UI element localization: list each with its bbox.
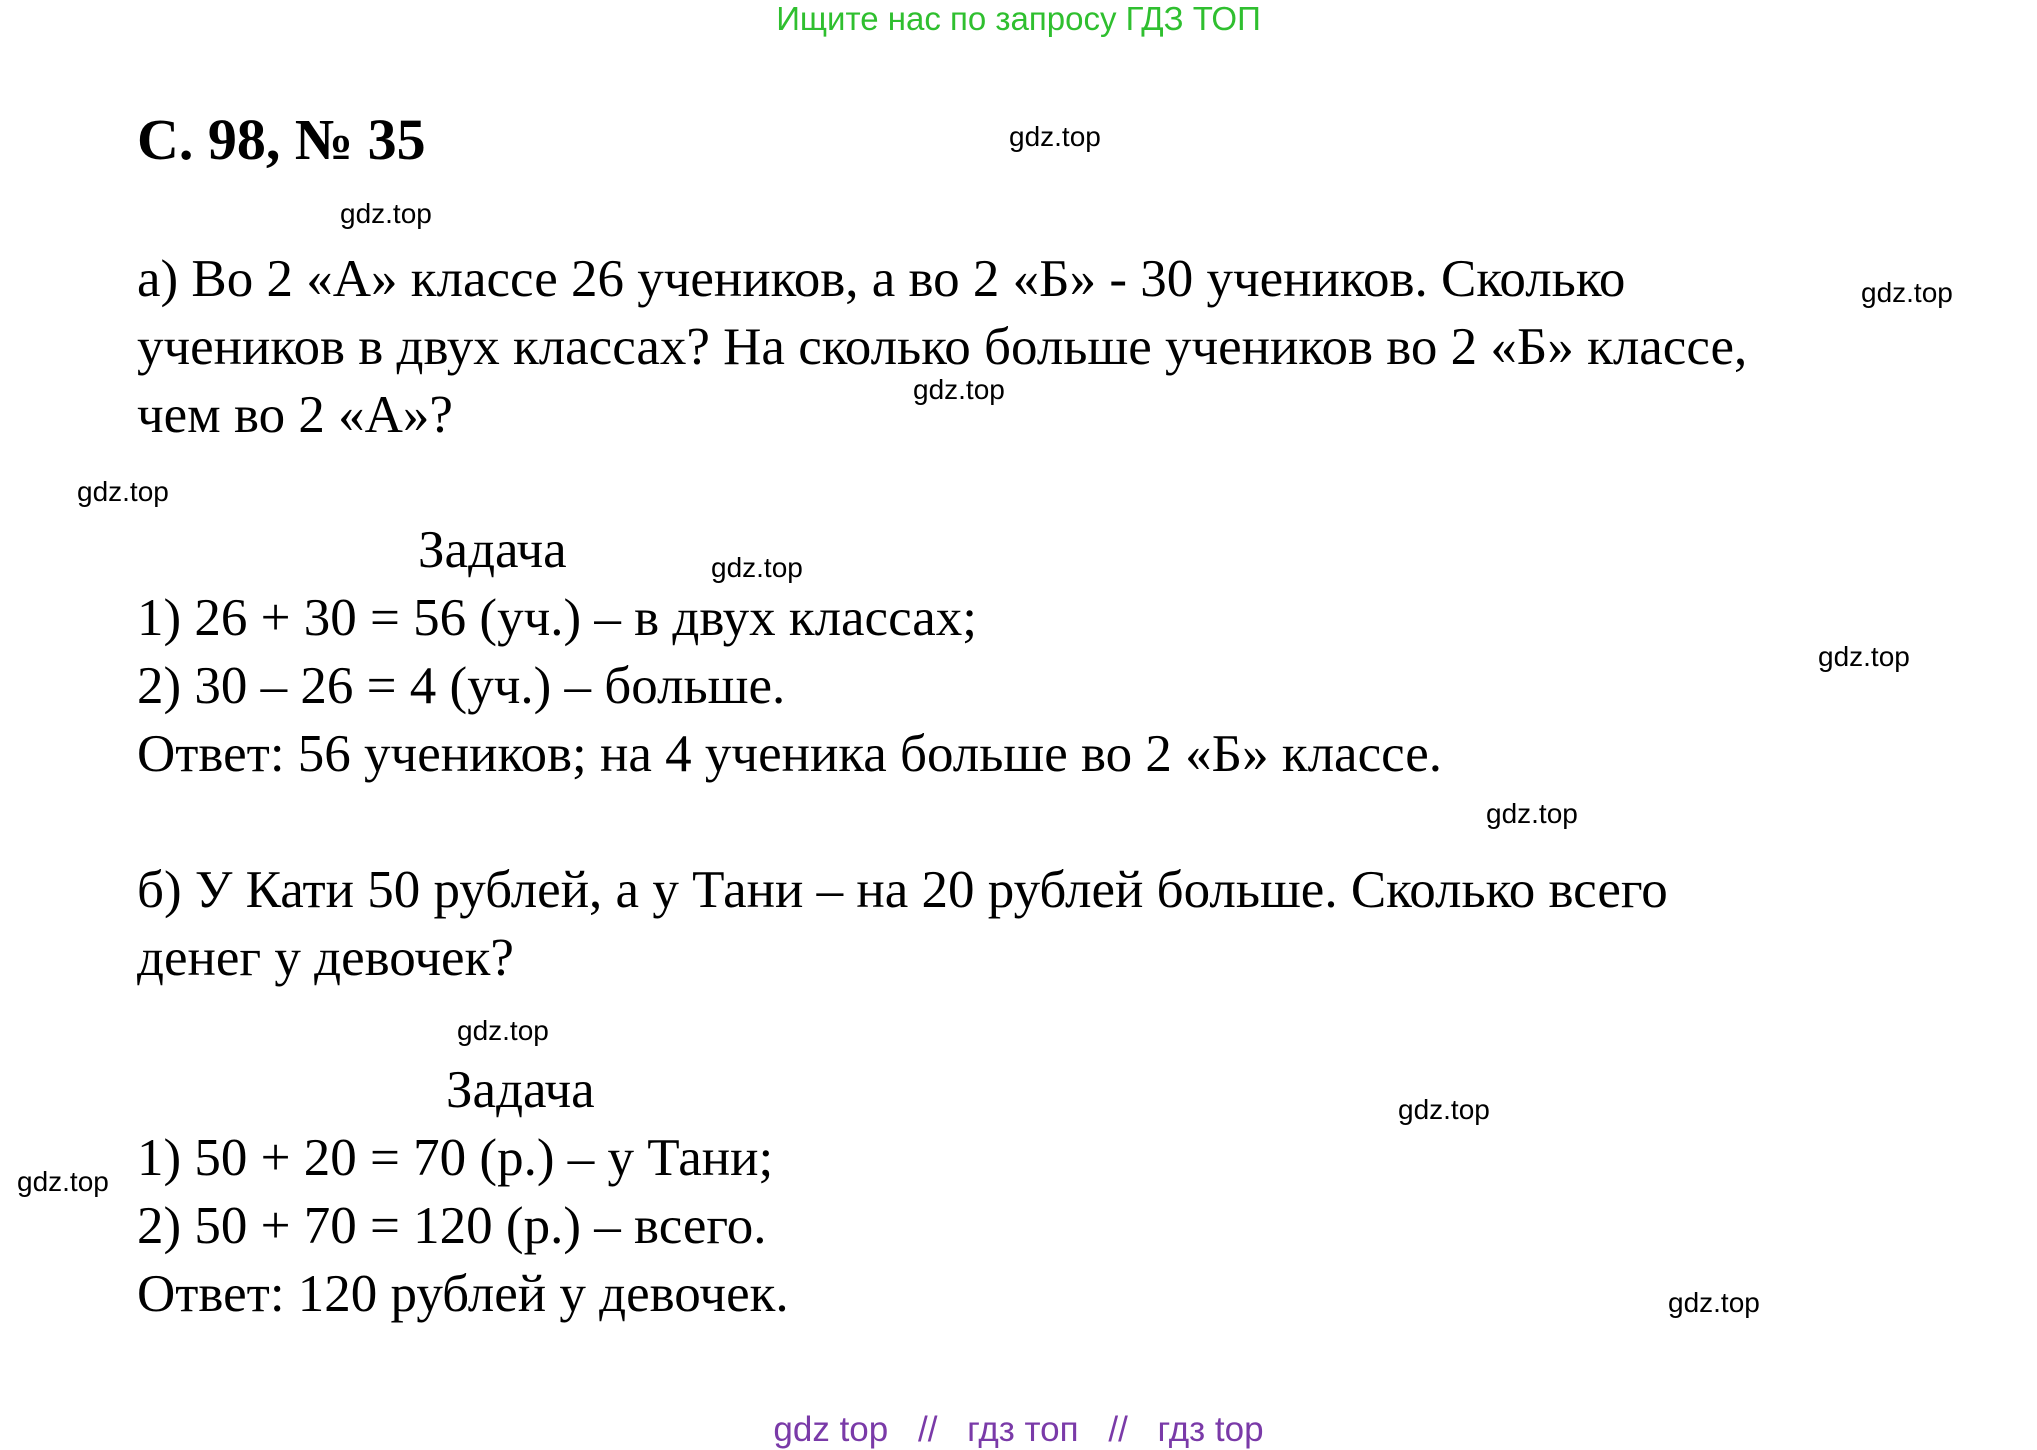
problem-a-line-1: а) Во 2 «А» классе 26 учеников, а во 2 «Б» - 30 учеников. Сколько xyxy=(137,250,1626,308)
watermark: gdz.top xyxy=(77,476,169,507)
footer-links xyxy=(0,1410,2037,1450)
footer-separator: // xyxy=(917,1410,938,1449)
footer-link-gdz-top-ru[interactable]: гдз топ xyxy=(967,1410,1079,1449)
watermark: gdz.top xyxy=(1009,121,1101,152)
footer-separator: // xyxy=(1108,1410,1128,1449)
watermark: gdz.top xyxy=(1486,798,1578,829)
task-a-step-2: 2) 30 – 26 = 4 (уч.) – больше. xyxy=(137,657,786,715)
page-heading: С. 98, № 35 xyxy=(137,107,426,172)
watermark: gdz.top xyxy=(913,374,1005,405)
task-a-label: Задача xyxy=(418,521,567,579)
problem-a-line-2: учеников в двух классах? На сколько больше учеников во 2 «Б» классе, xyxy=(137,318,1748,376)
watermark: gdz.top xyxy=(1861,277,1953,308)
footer-link-gdz-top-mixed[interactable]: гдз top xyxy=(1157,1410,1264,1449)
watermark: gdz.top xyxy=(457,1015,549,1046)
watermark: gdz.top xyxy=(1398,1094,1490,1125)
task-a-step-1: 1) 26 + 30 = 56 (уч.) – в двух классах; xyxy=(137,589,978,647)
task-b-label: Задача xyxy=(446,1061,595,1119)
task-a-answer: Ответ: 56 учеников; на 4 ученика больше во 2 «Б» классе. xyxy=(137,725,1443,783)
top-banner[interactable]: Ищите нас по запросу ГДЗ ТОП xyxy=(776,0,1261,37)
problem-b-line-2: денег у девочек? xyxy=(137,929,514,987)
watermark: gdz.top xyxy=(17,1166,109,1197)
task-b-step-1: 1) 50 + 20 = 70 (р.) – у Тани; xyxy=(137,1129,774,1187)
task-b-step-2: 2) 50 + 70 = 120 (р.) – всего. xyxy=(137,1197,767,1255)
watermark: gdz.top xyxy=(711,552,803,583)
footer-link-gdz-top[interactable]: gdz top xyxy=(773,1410,889,1449)
watermark: gdz.top xyxy=(340,198,432,229)
watermark: gdz.top xyxy=(1818,641,1910,672)
task-b-answer: Ответ: 120 рублей у девочек. xyxy=(137,1265,789,1323)
watermark: gdz.top xyxy=(1668,1287,1760,1318)
problem-b-line-1: б) У Кати 50 рублей, а у Тани – на 20 рублей больше. Сколько всего xyxy=(137,861,1668,919)
problem-a-line-3: чем во 2 «А»? xyxy=(137,386,453,444)
